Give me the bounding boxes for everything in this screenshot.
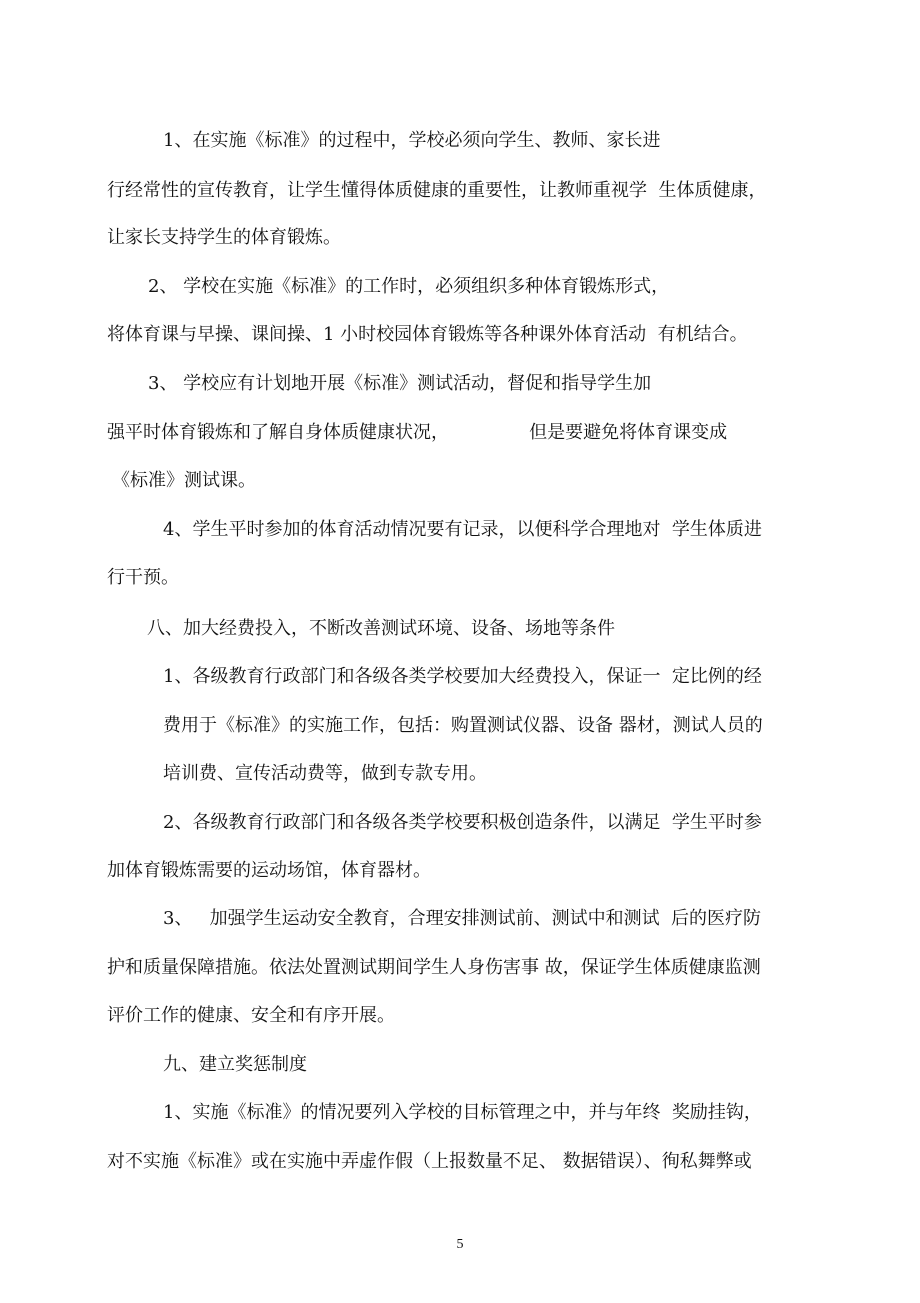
paragraph-line: 让家长支持学生的体育锻炼。 (107, 227, 341, 248)
paragraph-line: 3、 加强学生运动安全教育，合理安排测试前、测试中和测试 后的医疗防 (163, 908, 762, 929)
paragraph-line: 1、在实施《标准》的过程中，学校必须向学生、教师、家长进 (163, 130, 661, 151)
paragraph-line: 费用于《标准》的实施工作，包括：购置测试仪器、设备 器材，测试人员的 (163, 715, 763, 736)
paragraph-line: 加体育锻炼需要的运动场馆，体育器材。 (107, 860, 431, 881)
paragraph-line: 1、实施《标准》的情况要列入学校的目标管理之中，并与年终 奖励挂钩， (163, 1102, 762, 1123)
paragraph-line: 对不实施《标准》或在实施中弄虚作假（上报数量不足、 数据错误）、徇私舞弊或 (107, 1151, 752, 1172)
paragraph-line: 行经常性的宣传教育，让学生懂得体质健康的重要性，让教师重视学 生体质健康， (107, 180, 767, 201)
section-heading: 八、加大经费投入，不断改善测试环境、设备、场地等条件 (147, 618, 615, 639)
paragraph-line: 将体育课与早操、课间操、1 小时校园体育锻炼等各种课外体育活动 有机结合。 (107, 324, 748, 345)
paragraph-line: 护和质量保障措施。依法处置测试期间学生人身伤害事 故，保证学生体质健康监测 (107, 957, 761, 978)
paragraph-line: 行干预。 (107, 567, 179, 588)
paragraph-line: 培训费、宣传活动费等，做到专款专用。 (163, 763, 487, 784)
paragraph-line: 强平时体育锻炼和了解自身体质健康状况， 但是要避免将体育课变成 (107, 422, 728, 443)
paragraph-line: 2、各级教育行政部门和各级各类学校要积极创造条件，以满足 学生平时参 (163, 812, 762, 833)
section-heading: 九、建立奖惩制度 (163, 1054, 307, 1075)
paragraph-line: 《标准》测试课。 (112, 470, 256, 491)
paragraph-line: 1、各级教育行政部门和各级各类学校要加大经费投入，保证一 定比例的经 (163, 666, 762, 687)
paragraph-line: 2、 学校在实施《标准》的工作时，必须组织多种体育锻炼形式， (148, 276, 670, 297)
paragraph-line: 3、 学校应有计划地开展《标准》测试活动，督促和指导学生加 (148, 373, 652, 394)
page-number: 5 (456, 1237, 464, 1252)
paragraph-line: 4、学生平时参加的体育活动情况要有记录，以便科学合理地对 学生体质进 (163, 519, 762, 540)
paragraph-line: 评价工作的健康、安全和有序开展。 (107, 1005, 395, 1026)
